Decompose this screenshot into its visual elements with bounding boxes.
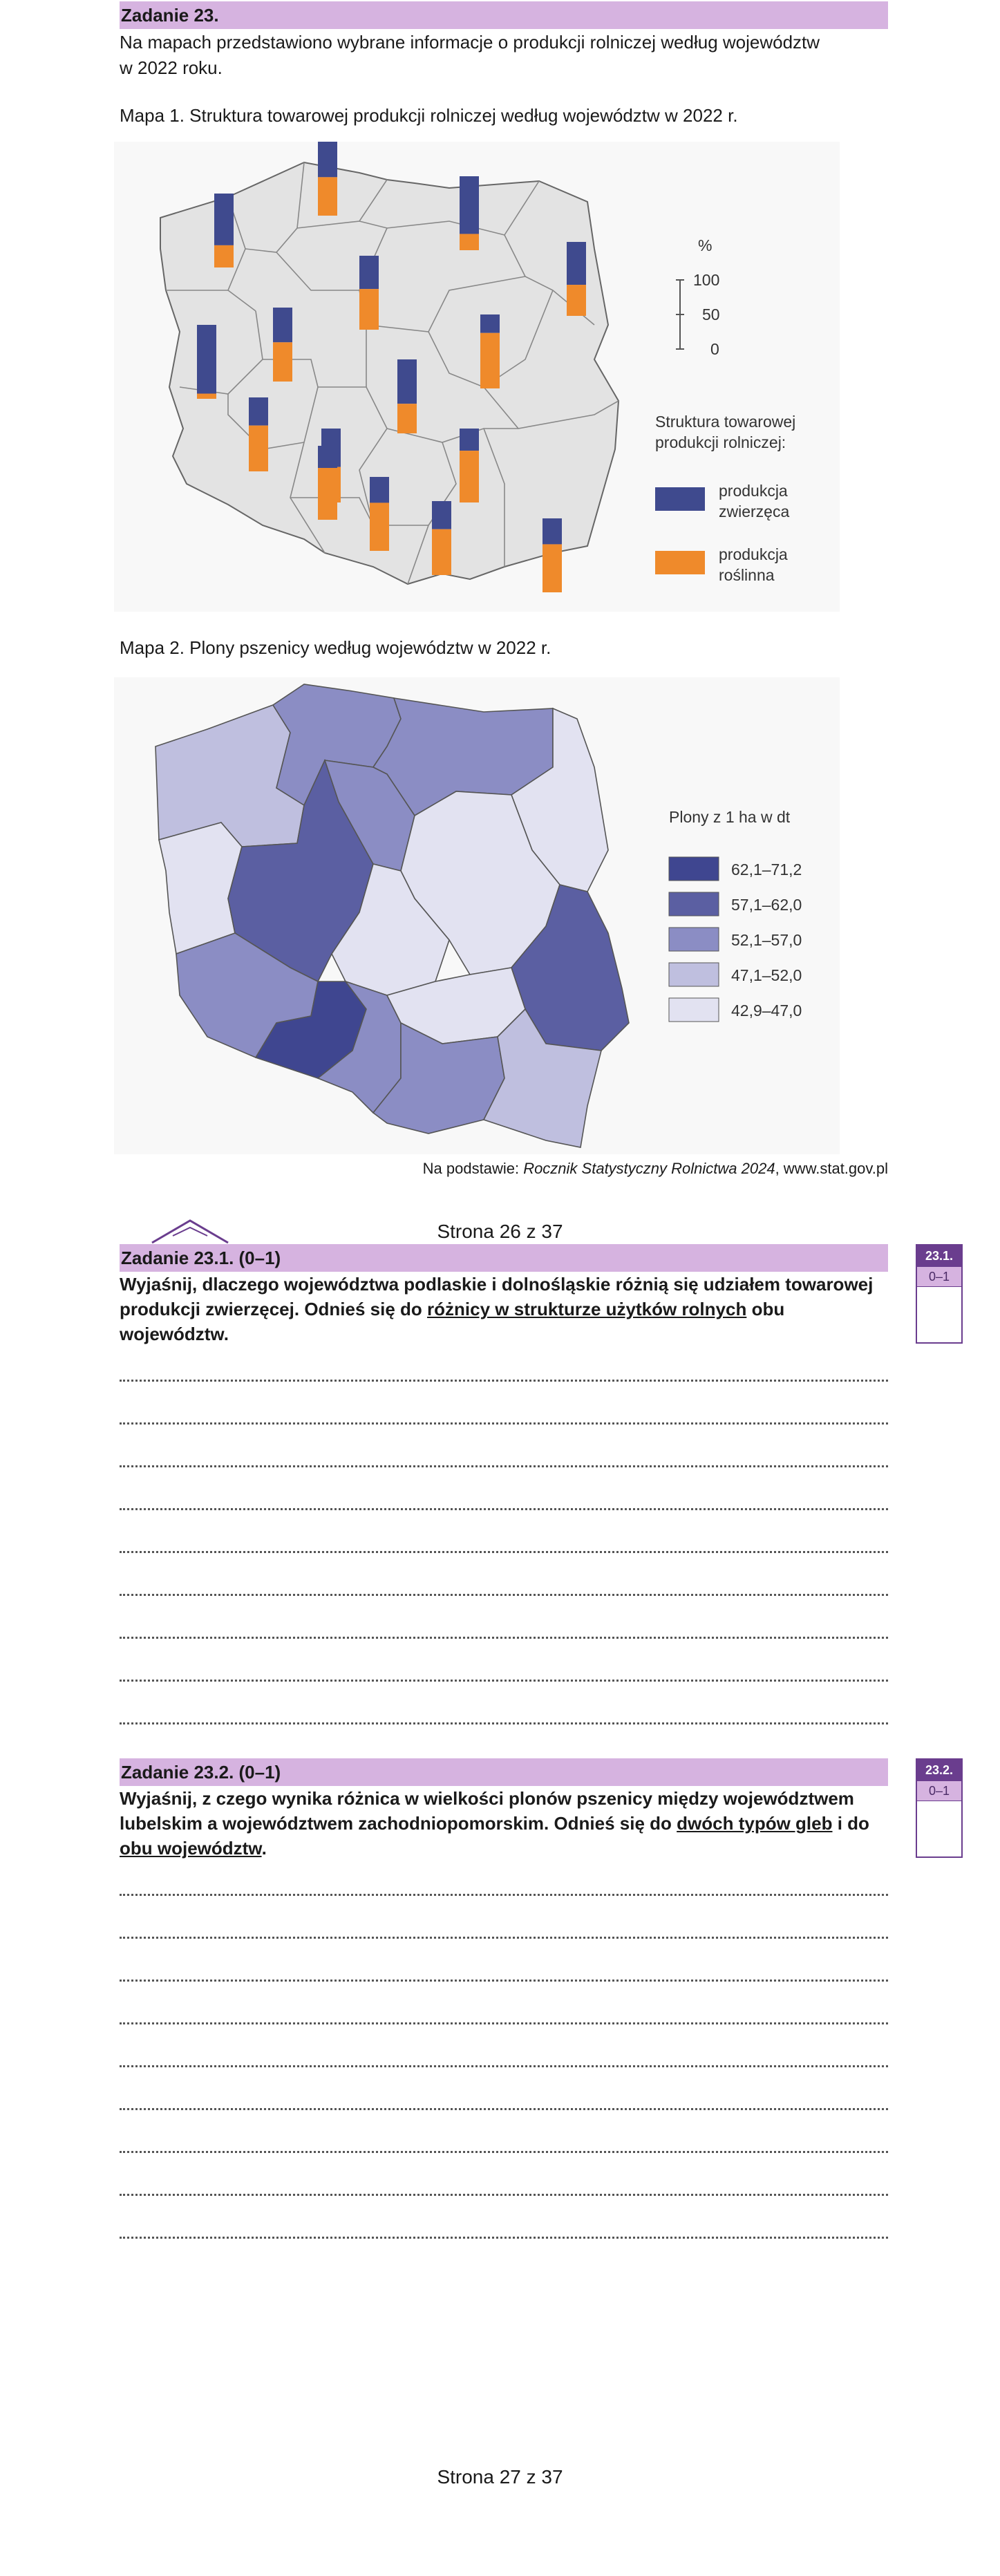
source-note — [423, 1160, 888, 1178]
legend-plant-line1: produkcja — [719, 545, 788, 563]
bar-animal-10 — [249, 397, 268, 426]
intro-line-2: w 2022 roku. — [120, 57, 223, 78]
answer-line[interactable] — [120, 1594, 888, 1596]
map2-legend-title: Plony z 1 ha w dt — [669, 808, 791, 826]
answer-line[interactable] — [120, 2237, 888, 2239]
scale-label-50: 50 — [702, 305, 720, 323]
map1-title: Mapa 1. Struktura towarowej produkcji rolniczej według województw w 2022 r. — [120, 105, 738, 126]
bar-animal-4 — [359, 256, 379, 289]
bar-animal-6 — [273, 308, 292, 342]
map1-structure-chart — [111, 138, 850, 615]
answer-line[interactable] — [120, 1937, 888, 1939]
bar-plant-10 — [249, 426, 268, 471]
page-footer-27: Strona 27 z 37 — [437, 2466, 563, 2488]
q2-text-3: . — [261, 1838, 267, 1859]
map2-wheat-yield-map — [111, 674, 850, 1158]
score-23-2-range: 0–1 — [917, 1780, 961, 1801]
bar-animal-15 — [543, 518, 562, 544]
bar-plant-7 — [197, 394, 216, 399]
legend-class-1-swatch — [669, 857, 719, 881]
bar-plant-6 — [273, 342, 292, 382]
source-suffix: , www.stat.gov.pl — [775, 1160, 888, 1177]
legend-class-3-swatch — [669, 928, 719, 951]
q2-text-1: Wyjaśnij, z czego wynika różnica w wielkości plonów pszenicy między województwem lubelskim a województwem zachodniopomorskim. Odnieś się do — [120, 1788, 854, 1834]
bar-plant-14 — [432, 529, 451, 575]
answer-line[interactable] — [120, 1380, 888, 1382]
map2-title: Mapa 2. Plony pszenicy według województw w 2022 r. — [120, 637, 551, 658]
answer-line[interactable] — [120, 2194, 888, 2196]
answer-line[interactable] — [120, 2151, 888, 2153]
task-23-title: Zadanie 23. — [120, 1, 888, 29]
answer-line[interactable] — [120, 2108, 888, 2110]
bar-animal-9 — [397, 359, 417, 404]
bar-animal-7 — [197, 325, 216, 394]
scale-unit: % — [698, 236, 713, 254]
source-title: Rocznik Statystyczny Rolnictwa 2024 — [523, 1160, 775, 1177]
bar-plant-2 — [214, 245, 234, 267]
bar-plant-3 — [460, 234, 479, 250]
answer-line[interactable] — [120, 2022, 888, 2024]
legend-class-5-swatch — [669, 998, 719, 1022]
legend-animal-line1: produkcja — [719, 482, 788, 500]
bar-animal-8 — [480, 314, 500, 333]
source-prefix: Na podstawie: — [422, 1160, 524, 1177]
q1-text-2: obu województw. — [120, 1299, 785, 1344]
legend-plant-swatch — [655, 551, 705, 574]
score-box-23-1 — [916, 1244, 963, 1344]
task-23-2-question — [120, 1786, 894, 1861]
bar-animal-16 — [318, 446, 337, 468]
bar-animal-13 — [370, 477, 389, 502]
score-23-2-label: 23.2. — [917, 1760, 961, 1780]
task-23-2-title: Zadanie 23.2. (0–1) — [120, 1758, 888, 1786]
answer-line[interactable] — [120, 1551, 888, 1553]
bar-plant-12 — [460, 451, 479, 502]
q2-underlined-1: dwóch typów gleb — [677, 1813, 833, 1834]
answer-line[interactable] — [120, 1465, 888, 1467]
legend-animal-swatch — [655, 487, 705, 511]
bar-plant-5 — [567, 285, 586, 316]
score-23-1-field[interactable] — [917, 1287, 961, 1342]
legend-title-line2: produkcji rolniczej: — [655, 433, 786, 451]
legend-class-1-label: 62,1–71,2 — [731, 861, 802, 878]
answer-line[interactable] — [120, 1680, 888, 1682]
bar-animal-3 — [460, 176, 479, 234]
bar-plant-16 — [318, 468, 337, 520]
score-23-1-range: 0–1 — [917, 1266, 961, 1287]
bar-plant-8 — [480, 333, 500, 388]
bar-plant-9 — [397, 404, 417, 433]
legend-class-4-label: 47,1–52,0 — [731, 966, 802, 984]
bar-plant-1 — [318, 177, 337, 216]
bar-animal-12 — [460, 429, 479, 451]
legend-title-line1: Struktura towarowej — [655, 413, 796, 431]
q1-text-1: Wyjaśnij, dlaczego województwa podlaskie i dolnośląskie różnią się udziałem towarowej produkcji zwierzęcej. Odnieś się do — [120, 1274, 874, 1319]
legend-animal-line2: zwierzęca — [719, 502, 790, 520]
q1-underlined: różnicy w strukturze użytków rolnych — [427, 1299, 747, 1319]
page-footer-26: Strona 26 z 37 — [437, 1221, 563, 1242]
answer-line[interactable] — [120, 1722, 888, 1724]
bar-animal-14 — [432, 501, 451, 529]
scale-label-0: 0 — [710, 340, 719, 358]
answer-line[interactable] — [120, 1637, 888, 1639]
legend-class-3-label: 52,1–57,0 — [731, 931, 802, 949]
bar-animal-1 — [318, 142, 337, 177]
bar-plant-13 — [370, 502, 389, 551]
q2-text-2: i do — [832, 1813, 869, 1834]
answer-line[interactable] — [120, 1422, 888, 1425]
score-box-23-2 — [916, 1758, 963, 1858]
bar-animal-2 — [214, 194, 234, 245]
legend-class-5-label: 42,9–47,0 — [731, 1002, 802, 1019]
legend-class-2-label: 57,1–62,0 — [731, 896, 802, 914]
bar-animal-5 — [567, 242, 586, 285]
task-23-1-title: Zadanie 23.1. (0–1) — [120, 1244, 888, 1272]
legend-plant-line2: roślinna — [719, 566, 775, 584]
answer-line[interactable] — [120, 1894, 888, 1896]
bar-plant-4 — [359, 289, 379, 330]
scale-label-100: 100 — [693, 271, 720, 289]
task-23-1-question — [120, 1272, 894, 1346]
answer-line[interactable] — [120, 1980, 888, 1982]
answer-line[interactable] — [120, 1508, 888, 1510]
intro-line-1: Na mapach przedstawiono wybrane informacje o produkcji rolniczej według województw — [120, 32, 820, 53]
q2-underlined-2: obu województw — [120, 1838, 262, 1859]
score-23-1-label: 23.1. — [917, 1245, 961, 1266]
answer-line[interactable] — [120, 2065, 888, 2067]
score-23-2-field[interactable] — [917, 1801, 961, 1856]
legend-class-4-swatch — [669, 963, 719, 986]
bar-plant-15 — [543, 544, 562, 592]
legend-class-2-swatch — [669, 892, 719, 916]
